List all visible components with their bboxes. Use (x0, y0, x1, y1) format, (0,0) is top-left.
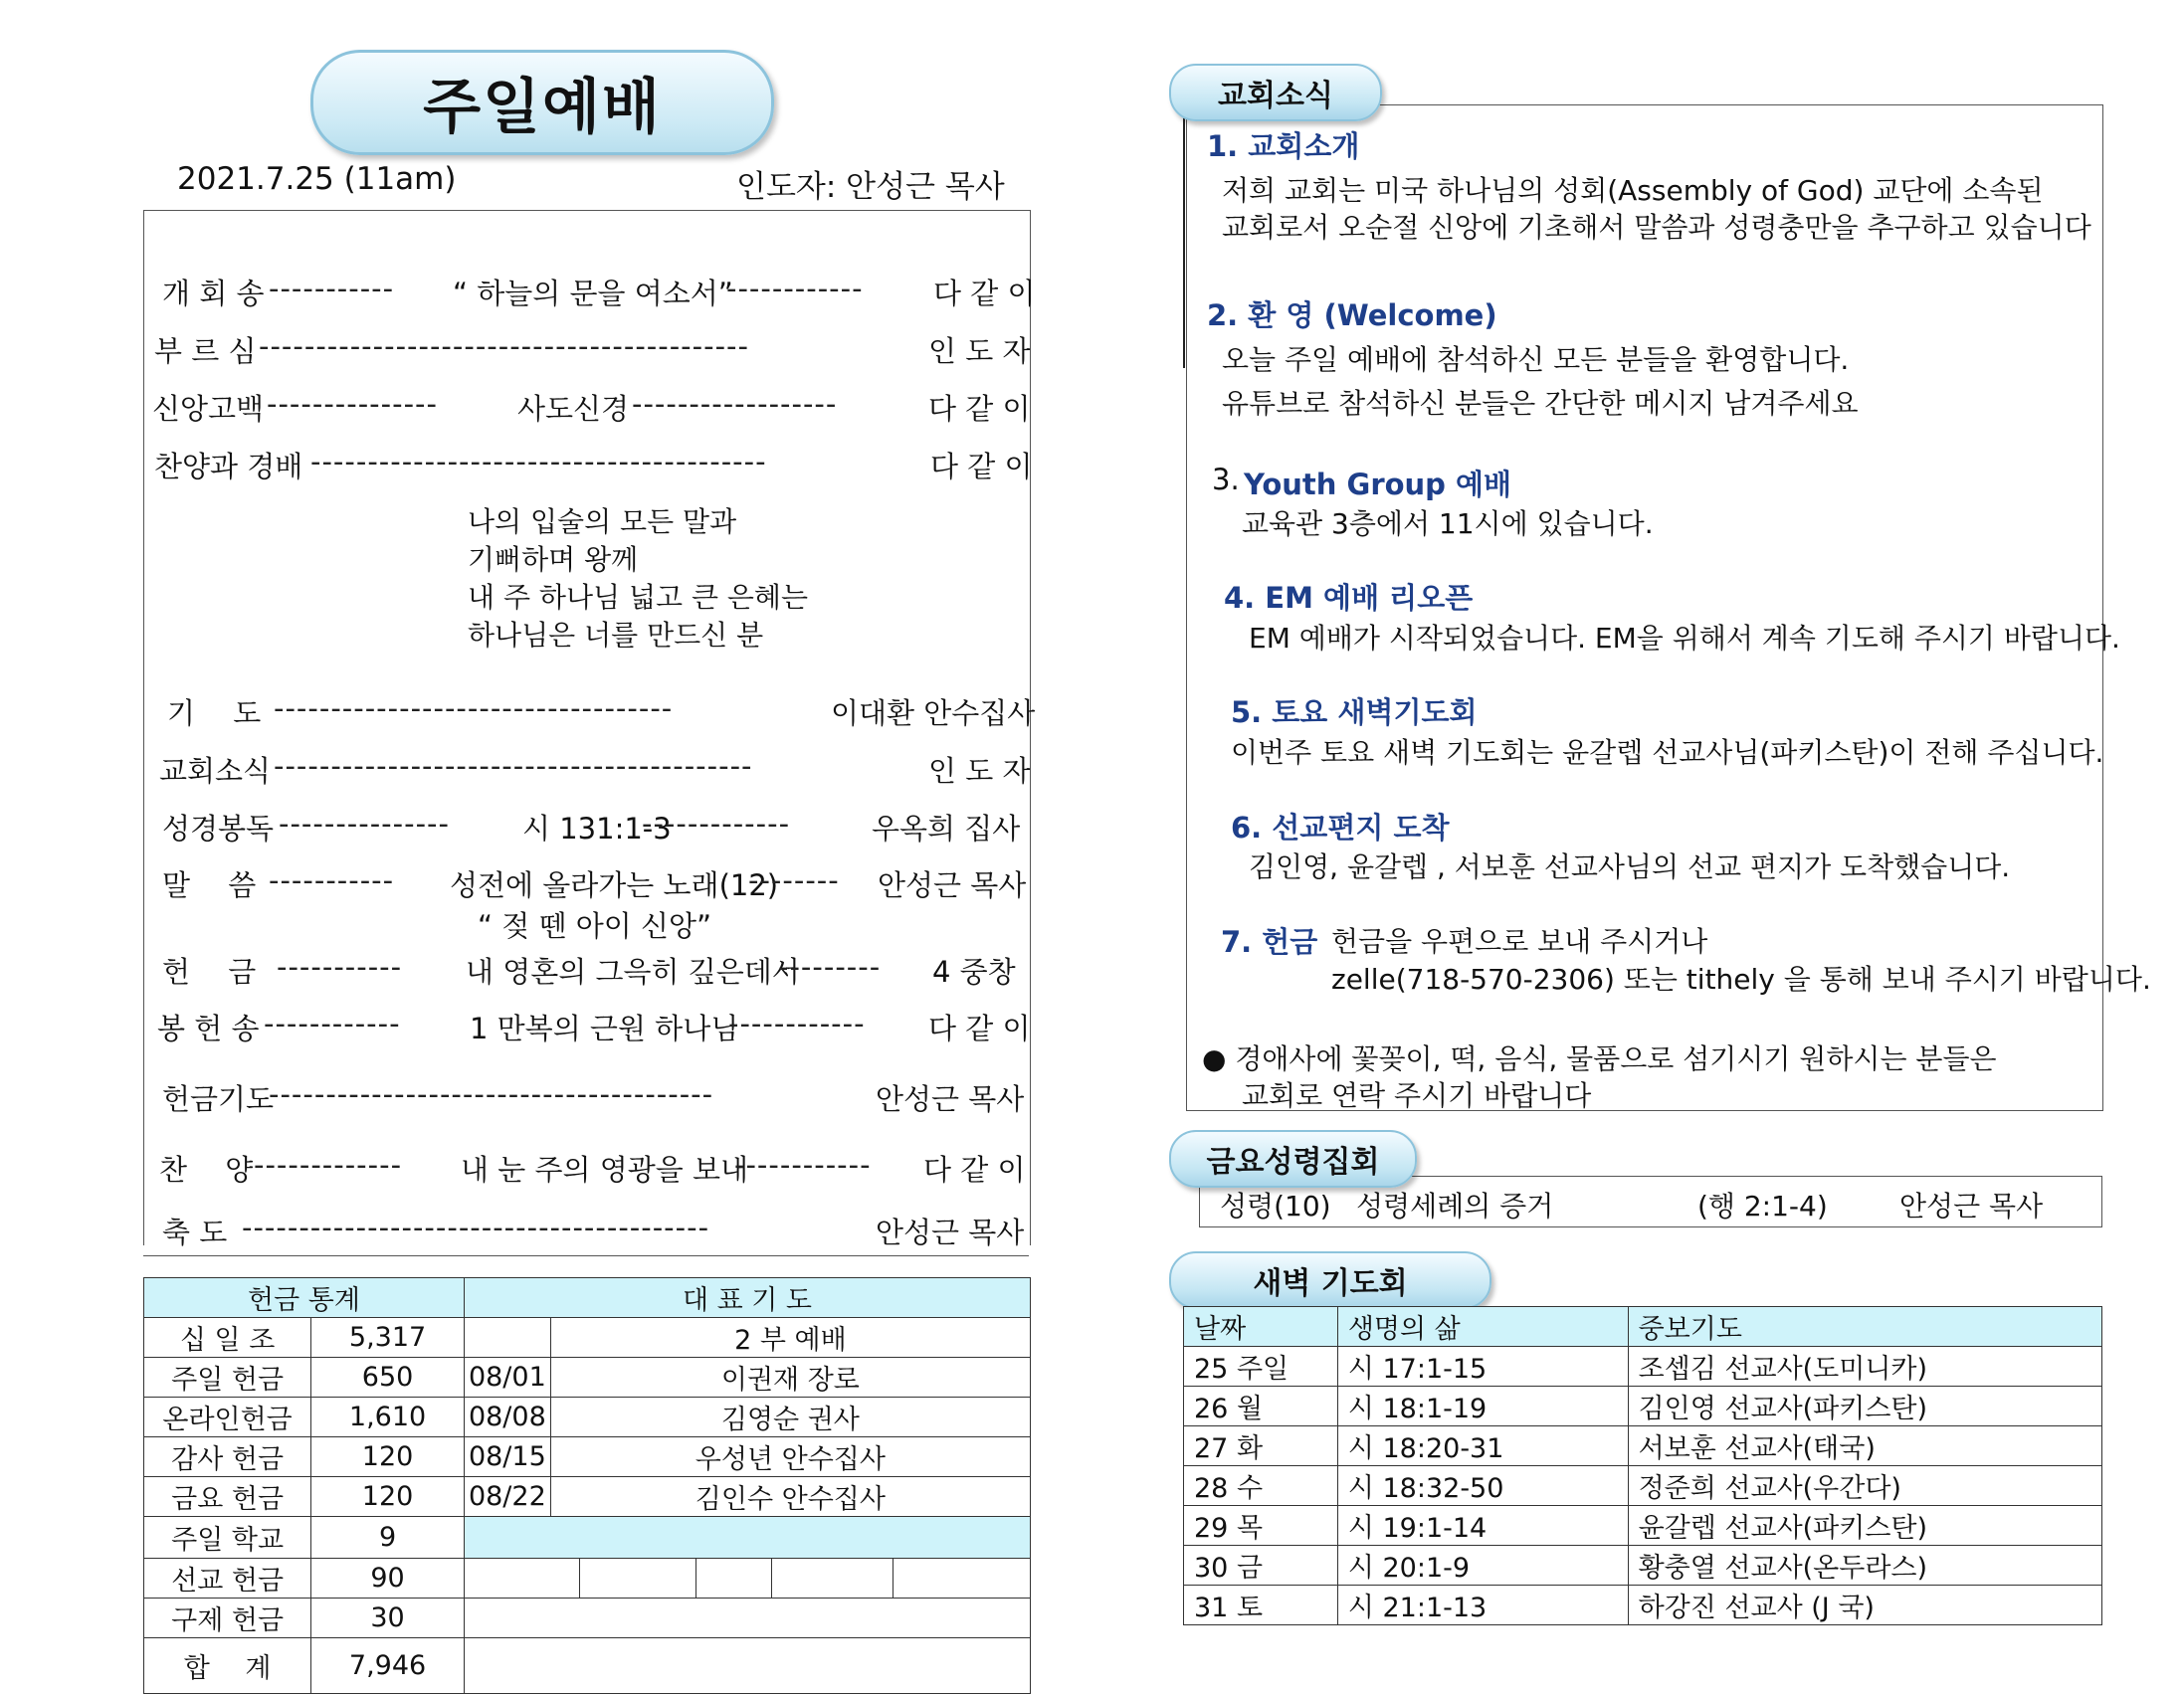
offering-total-label: 합 계 (144, 1638, 311, 1694)
friday-topic: 성령세례의 증거 (1356, 1190, 1554, 1223)
order-item-person: 안성근 목사 (876, 1216, 1025, 1249)
dawn-header: 날짜 (1184, 1307, 1338, 1347)
order-dash: ----------------------------------------- (242, 1211, 710, 1244)
order-item-person: 다 같 이 (923, 1153, 1026, 1187)
news-item-text: 저희 교회는 미국 하나님의 성회(Assembly of God) 교단에 소속된 (1222, 174, 2044, 207)
order-dash: ------------- (254, 1148, 403, 1182)
offering-name: 금요 헌금 (144, 1477, 311, 1517)
order-item-person: 이대환 안수집사 (831, 696, 1036, 730)
service-leader: 인도자: 안성근 목사 (736, 169, 1005, 205)
dawn-intercession: 하강진 선교사 (J 국) (1628, 1586, 2101, 1625)
offering-amount: 30 (311, 1599, 465, 1638)
order-item-person: 인 도 자 (928, 334, 1031, 368)
dawn-prayer-title: 새벽 기도회 (1169, 1251, 1491, 1309)
order-dash: ------------------ (632, 387, 838, 421)
friday-series: 성령(10) (1220, 1190, 1331, 1223)
offering-amount: 5,317 (311, 1318, 465, 1358)
dawn-reading: 시 18:20-31 (1337, 1426, 1628, 1466)
prayer-cyan-row (464, 1517, 1030, 1559)
order-item-label: 성경봉독 (162, 812, 275, 846)
hymn-line: 하나님은 너를 만드신 분 (468, 619, 764, 652)
order-dash: ------------ (734, 1148, 872, 1182)
order-item-person: 4 중창 (932, 955, 1016, 989)
order-item-label: 찬양과 경배 (154, 450, 303, 483)
service-date: 2021.7.25 (11am) (177, 161, 457, 197)
hymn-line: 나의 입술의 모든 말과 (468, 505, 737, 538)
news-item-text: 교회로서 오순절 신앙에 기초해서 말씀과 성령충만을 추구하고 있습니다 (1222, 211, 2091, 244)
prayer-date: 08/01 (464, 1358, 550, 1398)
dawn-prayer-table (1183, 1306, 2102, 1625)
news-note: 교회로 연락 주시기 바랍니다 (1242, 1079, 1592, 1112)
news-item-heading: 7. 헌금 (1221, 925, 1318, 959)
news-item-heading: 1. 교회소개 (1207, 129, 1360, 163)
offering-total: 7,946 (311, 1638, 465, 1694)
order-dash: ----------- (269, 863, 395, 897)
prayer-date: 08/08 (464, 1398, 550, 1437)
news-item-heading: Youth Group 예배 (1244, 468, 1512, 501)
news-item-number: 3. (1212, 463, 1240, 496)
order-item-person: 안성근 목사 (876, 1082, 1025, 1116)
dawn-day: 31 토 (1184, 1586, 1338, 1625)
dawn-intercession: 조셉김 선교사(도미니카) (1628, 1347, 2101, 1387)
prayer-header: 대 표 기 도 (464, 1278, 1030, 1318)
news-item-text: 오늘 주일 예배에 참석하신 모든 분들을 환영합니다. (1222, 343, 1850, 376)
news-item-heading: 4. EM 예배 리오픈 (1224, 581, 1474, 615)
news-left-rule (1183, 99, 1185, 368)
order-item-person: 다 같 이 (928, 392, 1031, 426)
order-item-label: 신앙고백 (152, 392, 265, 426)
order-item-label: 개 회 송 (162, 277, 265, 310)
order-dash: ------------------------------------------ (274, 749, 753, 783)
news-item-text: 이번주 토요 새벽 기도회는 윤갈렙 선교사님(파키스탄)이 전해 주십니다. (1231, 736, 2104, 769)
friday-meeting-title: 금요성령집회 (1169, 1130, 1417, 1188)
news-item-heading: 6. 선교편지 도착 (1231, 811, 1450, 845)
order-item-label: 봉 헌 송 (157, 1012, 260, 1045)
hymn-line: 기뻐하며 왕께 (468, 543, 639, 576)
dawn-reading: 시 17:1-15 (1337, 1347, 1628, 1387)
friday-verse: (행 2:1-4) (1697, 1190, 1828, 1223)
order-dash: --------------------------------------- (269, 1077, 714, 1111)
news-item-text: EM 예배가 시작되었습니다. EM을 위해서 계속 기도해 주시기 바랍니다. (1249, 622, 2120, 655)
dawn-reading: 시 18:32-50 (1337, 1466, 1628, 1506)
prayer-name: 김인수 안수집사 (550, 1477, 1030, 1517)
dawn-reading: 시 20:1-9 (1337, 1546, 1628, 1586)
offering-amount: 9 (311, 1517, 465, 1559)
order-dash: ----------- (269, 272, 395, 305)
dawn-day: 28 수 (1184, 1466, 1338, 1506)
order-item-title: 성전에 올라가는 노래(12) (450, 868, 779, 902)
offering-name: 선교 헌금 (144, 1559, 311, 1599)
news-note: ● 경애사에 꽃꽂이, 떡, 음식, 물품으로 섬기시기 원하시는 분들은 (1202, 1042, 1997, 1075)
offering-prayer-table (143, 1277, 1031, 1694)
prayer-date: 08/15 (464, 1437, 550, 1477)
empty-cell (464, 1559, 579, 1599)
dawn-day: 25 주일 (1184, 1347, 1338, 1387)
prayer-blank (464, 1318, 550, 1358)
page-title: 주일예배 (310, 50, 774, 155)
offering-name: 구제 헌금 (144, 1599, 311, 1638)
dawn-intercession: 윤갈렙 선교사(파키스탄) (1628, 1506, 2101, 1546)
order-item-label: 축 도 (162, 1216, 228, 1249)
dawn-day: 27 화 (1184, 1426, 1338, 1466)
order-divider (143, 1255, 1029, 1256)
news-item-text: 교육관 3층에서 11시에 있습니다. (1242, 507, 1654, 540)
dawn-day: 30 금 (1184, 1546, 1338, 1586)
order-item-label: 헌금기도 (162, 1082, 275, 1116)
offering-amount: 90 (311, 1559, 465, 1599)
offering-name: 감사 헌금 (144, 1437, 311, 1477)
order-dash: --------------- (279, 807, 450, 841)
dawn-day: 29 목 (1184, 1506, 1338, 1546)
empty-cell (893, 1559, 1031, 1599)
order-dash: ------------ (264, 1007, 401, 1040)
prayer-service: 2 부 예배 (550, 1318, 1030, 1358)
offering-name: 온라인헌금 (144, 1398, 311, 1437)
offering-name: 주일 헌금 (144, 1358, 311, 1398)
empty-cell (464, 1599, 1030, 1638)
empty-cell (580, 1559, 696, 1599)
dawn-reading: 시 21:1-13 (1337, 1586, 1628, 1625)
prayer-name: 우성년 안수집사 (550, 1437, 1030, 1477)
prayer-name: 이권재 장로 (550, 1358, 1030, 1398)
order-item-title: 내 눈 주의 영광을 보내 (461, 1153, 748, 1187)
news-item-text: 유튜브로 참석하신 분들은 간단한 메시지 남겨주세요 (1222, 387, 1859, 420)
order-item-title: 내 영혼의 그윽히 깊은데서 (466, 955, 800, 989)
news-item-text: zelle(718-570-2306) 또는 tithely 을 통해 보내 주시기 바랍니다. (1331, 963, 2151, 996)
order-item-person: 다 같 이 (930, 450, 1033, 483)
dawn-intercession: 황충열 선교사(온두라스) (1628, 1546, 2101, 1586)
order-item-label: 교회소식 (159, 754, 272, 788)
order-dash: -------- (748, 863, 840, 897)
order-item-person: 우옥희 집사 (872, 812, 1021, 846)
dawn-intercession: 서보훈 선교사(태국) (1628, 1426, 2101, 1466)
order-item-label: 부 르 심 (154, 334, 257, 368)
order-dash: ----------------------------------- (274, 691, 674, 725)
order-item-title: 시 131:1-3 (522, 812, 672, 846)
offering-amount: 1,610 (311, 1398, 465, 1437)
dawn-intercession: 정준희 선교사(우간다) (1628, 1466, 2101, 1506)
empty-cell (772, 1559, 893, 1599)
order-dash: ------------------------------------------- (259, 329, 749, 363)
dawn-reading: 시 19:1-14 (1337, 1506, 1628, 1546)
prayer-date: 08/22 (464, 1477, 550, 1517)
dawn-header: 생명의 삶 (1337, 1307, 1628, 1347)
order-item-person: 다 같 이 (928, 1012, 1031, 1045)
sermon-subtitle: “ 젖 뗀 아이 신앙” (478, 909, 712, 943)
offering-name: 주일 학교 (144, 1517, 311, 1559)
order-item-title: 1 만복의 근원 하나님 (470, 1012, 739, 1045)
order-item-label: 헌 금 (162, 955, 257, 989)
order-item-person: 다 같 이 (933, 277, 1036, 310)
dawn-intercession: 김인영 선교사(파키스탄) (1628, 1387, 2101, 1426)
offering-name: 십 일 조 (144, 1318, 311, 1358)
order-item-label: 찬 양 (159, 1153, 254, 1187)
order-item-person: 안성근 목사 (878, 868, 1027, 902)
news-item-text: 헌금을 우편으로 보내 주시거나 (1331, 925, 1708, 958)
offering-amount: 120 (311, 1477, 465, 1517)
dawn-reading: 시 18:1-19 (1337, 1387, 1628, 1426)
hymn-line: 내 주 하나님 넓고 큰 은혜는 (468, 581, 809, 614)
offering-header: 헌금 통계 (144, 1278, 465, 1318)
prayer-name: 김영순 권사 (550, 1398, 1030, 1437)
dawn-header: 중보기도 (1628, 1307, 2101, 1347)
news-item-heading: 5. 토요 새벽기도회 (1231, 695, 1478, 729)
friday-preacher: 안성근 목사 (1899, 1190, 2044, 1223)
offering-amount: 120 (311, 1437, 465, 1477)
order-dash: --------------- (267, 387, 438, 421)
order-item-person: 인 도 자 (928, 754, 1031, 788)
order-dash: --------- (778, 950, 882, 984)
order-dash: ------------ (728, 1007, 866, 1040)
order-dash: ------------- (642, 807, 791, 841)
dawn-day: 26 월 (1184, 1387, 1338, 1426)
offering-amount: 650 (311, 1358, 465, 1398)
order-dash: ---------------------------------------- (310, 445, 767, 478)
news-item-heading: 2. 환 영 (Welcome) (1207, 298, 1497, 332)
church-news-title: 교회소식 (1169, 64, 1382, 121)
order-dash: ----------- (277, 950, 403, 984)
order-dash: ------------ (726, 272, 864, 305)
order-item-label: 기 도 (167, 696, 262, 730)
news-item-text: 김인영, 윤갈렙 , 서보훈 선교사님의 선교 편지가 도착했습니다. (1249, 850, 2011, 883)
order-item-label: 말 씀 (162, 868, 257, 902)
order-item-title: “ 하늘의 문을 여소서” (453, 277, 733, 310)
order-item-title: 사도신경 (517, 392, 630, 426)
empty-cell (696, 1559, 772, 1599)
empty-cell (464, 1638, 1030, 1694)
